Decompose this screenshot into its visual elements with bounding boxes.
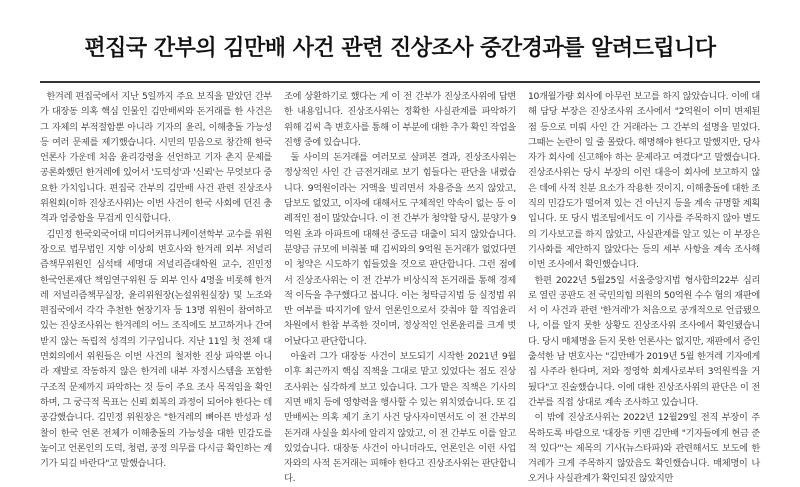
paragraph: 한겨레 편집국에서 지난 5일까지 주요 보직을 맡았던 간부가 대장동 의혹 핵심 인물인 김만배씨와 돈거래를 한 사건은 그 자체의 부적절함뿐 아니라 기자의 윤리, 이해충돌 가능성 등 여러 문제를 제기했습니다. 시민의 믿음으로 창간해 한국 언론사 가운데 처음 윤리강령을 선언하고 기자 촌지 문제를 공론화했던 한겨레에 있어서 '도덕성'과 '신뢰'는 무엇보다 중요한 가치입니다. 편집국 간부의 김만배 사건 관련 진상조사위원회(이하 진상조사위)는 이번 사건이 한국 사회에 던진 충격과 엄중함을 무겁게 인식합니다.: [40, 91, 272, 225]
headline: 편집국 간부의 김만배 사건 관련 진상조사 중간경과를 알려드립니다: [84, 34, 716, 61]
paragraph: 10개월가량 회사에 아무런 보고를 하지 않았습니다. 이에 대해 담당 부장은 진상조사위 조사에서 "2억원이 이미 변제된 점 등으로 미뤄 사인 간 거래라는 그 간부의 설명을 믿었다. 그때는 논란이 일 줄 몰랐다. 해명해야 한다고 말했지만, 당사자가 회사에 신고해야 하는 문제라고 여겼다"고 말했습니다. 진상조사위는 당시 부장의 이런 대응이 회사에 보고하지 않은 데에 사적 친분 요소가 작용한 것이지, 이해충돌에 대한 조직의 민감도가 떨어져 있는 건 아닌지 등을 계속 규명할 계획입니다. 또 당시 법조팀에서도 이 기사를 주목하지 않아 별도의 기사보고를 하지 않았고, 사실관계를 알고 있는 이 부장은 기사화를 제안하지 않았다는 등의 세부 사항을 계속 조사해 이번 조사에서 확인했습니다.: [528, 91, 761, 271]
paragraph: 한편 2022년 5월25일 서울중앙지법 형사합의22부 심리로 열린 공판도 전 국민의힘 의원의 50억원 수수 혐의 재판에서 이 사건과 관련 '한겨레'가 처음으로 공개적으로 언급됐으나, 이를 알지 못한 상황도 진상조사위 조사에서 확인됐습니다. 당시 매체명을 듣지 못한 언론사는 없지만, 재판에서 증인 출석한 남 변호사는 "김만배가 2019년 5월 한겨레 기자에게 집 사주라 한다며, 저와 정영학 회계사로부터 3억원씩을 거뒀다"고 진술했습니다. 이에 대한 진상조사위의 판단은 이 전 간부를 직접 상대로 계속 조사하고 있습니다.: [528, 274, 761, 408]
column-1: [40, 89, 273, 470]
paragraph: 김민정 한국외국어대 미디어커뮤니케이션학부 교수를 위원장으로 법무법인 지향 이상희 변호사와 한겨레 외부 저널리즘책무위원인 심석태 세명대 저널리즘대학원 교수, 진민정 한국언론재단 책임연구위원 등 외부 인사 4명을 비롯해 한겨레 저널리즘책무실장, 윤리위원장(논설위원실장) 및 노조와 편집국에서 각각 추천한 현장기자 등 13명 위원이 참여하고 있는 진상조사위는 한겨레의 어느 조직에도 보고하거나 간여받지 않는 독립적 성격의 기구입니다. 지난 11일 첫 전체 대면회의에서 위원들은 이번 사건의 철저한 진상 파악뿐 아니라 재발로 작동하지 않은 한겨레 내부 자정시스템을 포함한 구조적 문제까지 파악하는 것 등이 주요 조사 목적임을 확인하며, 그 궁극적 목표는 신뢰 회복의 과정이 되어야 한다는 데 공감했습니다. 김민정 위원장은 "한겨레의 뼈아픈 반성과 성찰이 한국 언론 전체가 이해충돌의 가능성을 대한 민감도를 높이고 언론인의 도덕, 청렴, 공정 의무를 다시금 확인하는 계기가 되길 바란다"고 말했습니다.: [40, 228, 273, 470]
paragraph: 아울러 그가 대장동 사건이 보도되기 시작한 2021년 9월 이후 최근까지 핵심 직책을 그대로 맡고 있었다는 점도 진상조사위는 심각하게 보고 있습니다. 그가 맡은 직책은 기사의 지면 배치 등에 영향력을 행사할 수 있는 위치였습니다. 또 김만배씨는 의혹 제기 초기 사건 당사자이면서도 이 전 간부의 돈거래 사실을 회사에 알리지 않았고, 이 전 간부도 이를 알고 있었습니다. 대장동 사건이 아니더라도, 언론인은 이런 사업자와의 사적 돈거래는 피해야 한다고 진상조사위는 판단합니다.: [284, 351, 517, 485]
paragraph: 이 밖에 진상조사위는 2022년 12월29일 전직 부장이 주목하도록 바람으로 '대장동 키맨 김만배 "기자들에게 현금 준 적 있다"'는 제목의 기사(뉴스타파)와 관련해서도 보도에 한겨레가 크게 주목하지 않았음도 확인했습니다. 매체명이 나오거나 사실관계가 확인되진 않았지만: [528, 412, 760, 485]
paragraph: 조에 상환하기로 했다는 게 이 전 간부가 진상조사위에 답변한 내용입니다. 진상조사위는 정확한 사실관계를 파악하기 위해 김씨 측 변호사를 통해 이 부분에 대한 추가 확인 작업을 진행 중에 있습니다.: [284, 91, 517, 148]
article-body: [40, 89, 761, 485]
column-2: [284, 89, 517, 485]
paragraph: 둘 사이의 돈거래를 여러모로 살펴본 결과, 진상조사위는 정상적인 사인 간 금전거래로 보기 힘들다는 판단을 내렸습니다. 9억원이라는 거액을 빌리면서 차용증을 쓰지 않았고, 담보도 없었고, 이자에 대해서도 구체적인 약속이 없는 등 이례적인 점이 많았습니다. 이 전 간부가 청약할 당시, 분양가 9억원 초과 아파트에 대해선 중도금 대출이 되지 않았습니다. 분양금 규모에 비춰볼 때 김씨와의 9억원 돈거래가 없었다면 이 청약은 시도하기 힘들었을 것으로 판단합니다. 그런 점에서 진상조사위는 이 전 간부가 비상식적 돈거래를 통해 경제적 이득을 추구했다고 봅니다. 이는 청탁금지법 등 실정법 위반 여부를 따지기에 앞서 언론인으로서 갖춰야 할 직업윤리 차원에서 한참 부족한 것이며, 정상적인 언론윤리를 크게 벗어났다고 판단합니다.: [284, 152, 516, 347]
headline-divider: [40, 81, 760, 83]
column-3: [528, 89, 761, 485]
